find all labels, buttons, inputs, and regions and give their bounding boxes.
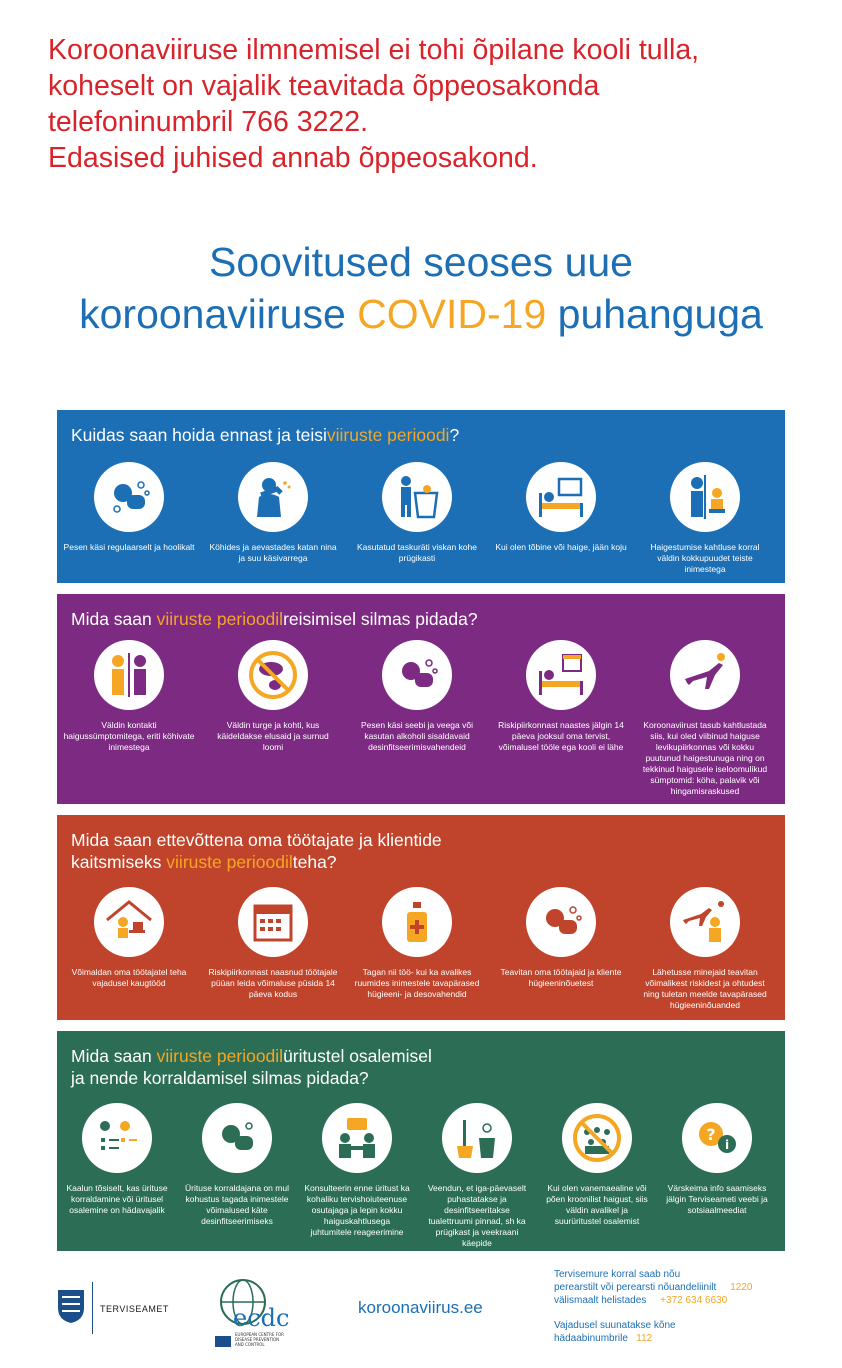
alert-message xyxy=(48,32,838,176)
svg-text:ecdc: ecdc xyxy=(233,1304,290,1332)
checklist-icon xyxy=(82,1103,152,1173)
cleaning-icon xyxy=(442,1103,512,1173)
consult-icon xyxy=(322,1103,392,1173)
section-employer xyxy=(57,815,785,1020)
sick-in-bed-icon xyxy=(526,462,596,532)
phone-number: 112 xyxy=(636,1333,653,1344)
tip-item: ? i Värskeima info saamiseks jälgin Terviseameti veebi ja sotsiaalmeediat xyxy=(657,1103,777,1216)
avoid-contact-icon xyxy=(670,462,740,532)
website-link[interactable]: koroonaviirus.ee xyxy=(358,1298,483,1317)
phone-number: +372 634 6630 xyxy=(660,1295,728,1306)
page-title xyxy=(0,236,842,340)
hand-wash-icon xyxy=(526,887,596,957)
hand-wash-icon xyxy=(94,462,164,532)
alert-line: Edasised juhised annab õppeosakond. xyxy=(48,142,538,174)
svg-text:?: ? xyxy=(706,1125,716,1144)
tip-item: Konsulteerin enne üritust ka kohaliku tervishoiuteenuse osutajaga ja lepin kokku haiguskahtlusega juhtumitele reageerimine xyxy=(297,1103,417,1238)
hand-wash-icon xyxy=(382,640,452,710)
no-crowds-icon xyxy=(562,1103,632,1173)
ecdc-logo xyxy=(205,1272,305,1352)
tip-item: Ürituse korraldajana on mul kohustus tagada inimestele võimalused käte desinfitseerimiseks xyxy=(177,1103,297,1227)
tip-item: Lähetusse minejaid teavitan võimalikest riskidest ja ohtudest ning tuletan meelde tavapärased hügieeninõuanded xyxy=(633,887,777,1011)
estonia-coat-of-arms-icon xyxy=(56,1288,86,1324)
tip-item: Veendun, et iga-päevaselt puhastatakse ja desinfitseeritakse tualettruumi pinnad, sh ka prügikast ja veekraani käepide xyxy=(417,1103,537,1249)
hand-wash-icon xyxy=(202,1103,272,1173)
tip-item: Riskipiirkonnast naasnud töötajale püüan leida võimaluse püsida 14 päeva kodus xyxy=(201,887,345,1000)
footer xyxy=(0,1262,842,1368)
tip-item: Väldin turge ja kohti, kus käideldakse elusaid ja surnud loomi xyxy=(201,640,345,753)
tip-item: Riskipiirkonnast naastes jälgin 14 päeva jooksul oma tervist, võimalusel tööle ega kooli ei lähe xyxy=(489,640,633,753)
bed-calendar-icon xyxy=(526,640,596,710)
tip-item: Väldin kontakti haigussümptomitega, eriti köhivate inimestega xyxy=(57,640,201,753)
svg-text:EUROPEAN CENTRE FOR: EUROPEAN CENTRE FOR xyxy=(235,1332,284,1337)
svg-text:DISEASE PREVENTION: DISEASE PREVENTION xyxy=(235,1337,280,1342)
no-animals-icon xyxy=(238,640,308,710)
title-line: Soovitused seoses uue xyxy=(209,239,633,285)
section-question: Mida saan viiruste perioodilreisimisel silmas pidada? xyxy=(71,609,478,629)
svg-text:AND CONTROL: AND CONTROL xyxy=(235,1342,265,1347)
section-travel xyxy=(57,594,785,804)
calendar-icon xyxy=(238,887,308,957)
tip-item: Haigestumise kahtluse korral väldin kokkupuudet teiste inimestega xyxy=(633,462,777,575)
alert-line: Koroonaviiruse ilmnemisel ei tohi õpilane kooli tulla, xyxy=(48,34,700,66)
trash-bin-icon xyxy=(382,462,452,532)
section-events xyxy=(57,1031,785,1251)
people-distance-icon xyxy=(94,640,164,710)
contact-info: Tervisemure korral saab nõu perearstilt või perearsti nõuandeliinilt 1220 välismaalt helistades +372 634 6630 Vajadusel suunatakse kõne hädaabinumbrile 112 xyxy=(554,1269,753,1344)
svg-text:i: i xyxy=(724,1138,730,1152)
alert-line: telefoninumbril 766 3222. xyxy=(48,106,369,138)
divider xyxy=(92,1282,93,1334)
sneeze-elbow-icon xyxy=(238,462,308,532)
phone-number: 1220 xyxy=(730,1282,753,1293)
tip-item: Kui olen tõbine või haige, jään koju xyxy=(489,462,633,553)
section-prevention xyxy=(57,410,785,583)
info-question-icon xyxy=(682,1103,752,1173)
tip-item: Pesen käsi regulaarselt ja hoolikalt xyxy=(57,462,201,553)
tip-item: Köhides ja aevastades katan nina ja suu käsivarrega xyxy=(201,462,345,564)
plane-location-icon xyxy=(670,640,740,710)
tip-item: Pesen käsi seebi ja veega või kasutan alkoholi sisaldavaid desinfitseerimisvahendeid xyxy=(345,640,489,753)
business-trip-icon xyxy=(670,887,740,957)
tip-item: Kui olen vanemaealine või põen kroonilist haigust, siis väldin avalikel ja suurüritustel osalemist xyxy=(537,1103,657,1227)
agency-name: TERVISEAMET xyxy=(100,1304,169,1314)
sanitizer-icon xyxy=(382,887,452,957)
title-line: koroonaviiruse COVID-19 puhanguga xyxy=(79,291,763,337)
tip-item: Kasutatud taskuräti viskan kohe prügikasti xyxy=(345,462,489,564)
alert-line: koheselt on vajalik teavitada õppeosakonda xyxy=(48,70,600,102)
section-question: Kuidas saan hoida ennast ja teisiviiruste perioodi? xyxy=(71,425,460,445)
section-question: Mida saan ettevõttena oma töötajate ja klientide kaitsmiseks viiruste perioodilteha? xyxy=(71,830,442,872)
home-office-icon xyxy=(94,887,164,957)
tip-item: Koroonaviirust tasub kahtlustada siis, kui oled viibinud haiguse levikupiirkonnas või kokku puutunud haigestunuga ning on tekkinud haigusele iseloomulikud sümptomid: köha, palavik või hingamisraskused xyxy=(633,640,777,797)
tip-item: Teavitan oma töötajaid ja kliente hügieeninõuetest xyxy=(489,887,633,989)
section-question: Mida saan viiruste perioodilüritustel osalemisel ja nende korraldamisel silmas pidada? xyxy=(71,1046,432,1088)
tip-item: Võimaldan oma töötajatel teha vajadusel kaugtööd xyxy=(57,887,201,989)
tip-item: Kaalun tõsiselt, kas ürituse korraldamine või üritusel osalemine on hädavajalik xyxy=(57,1103,177,1216)
tip-item: Tagan nii töö- kui ka avalikes ruumides inimestele tavapärased hügieeni- ja desovahendid xyxy=(345,887,489,1000)
